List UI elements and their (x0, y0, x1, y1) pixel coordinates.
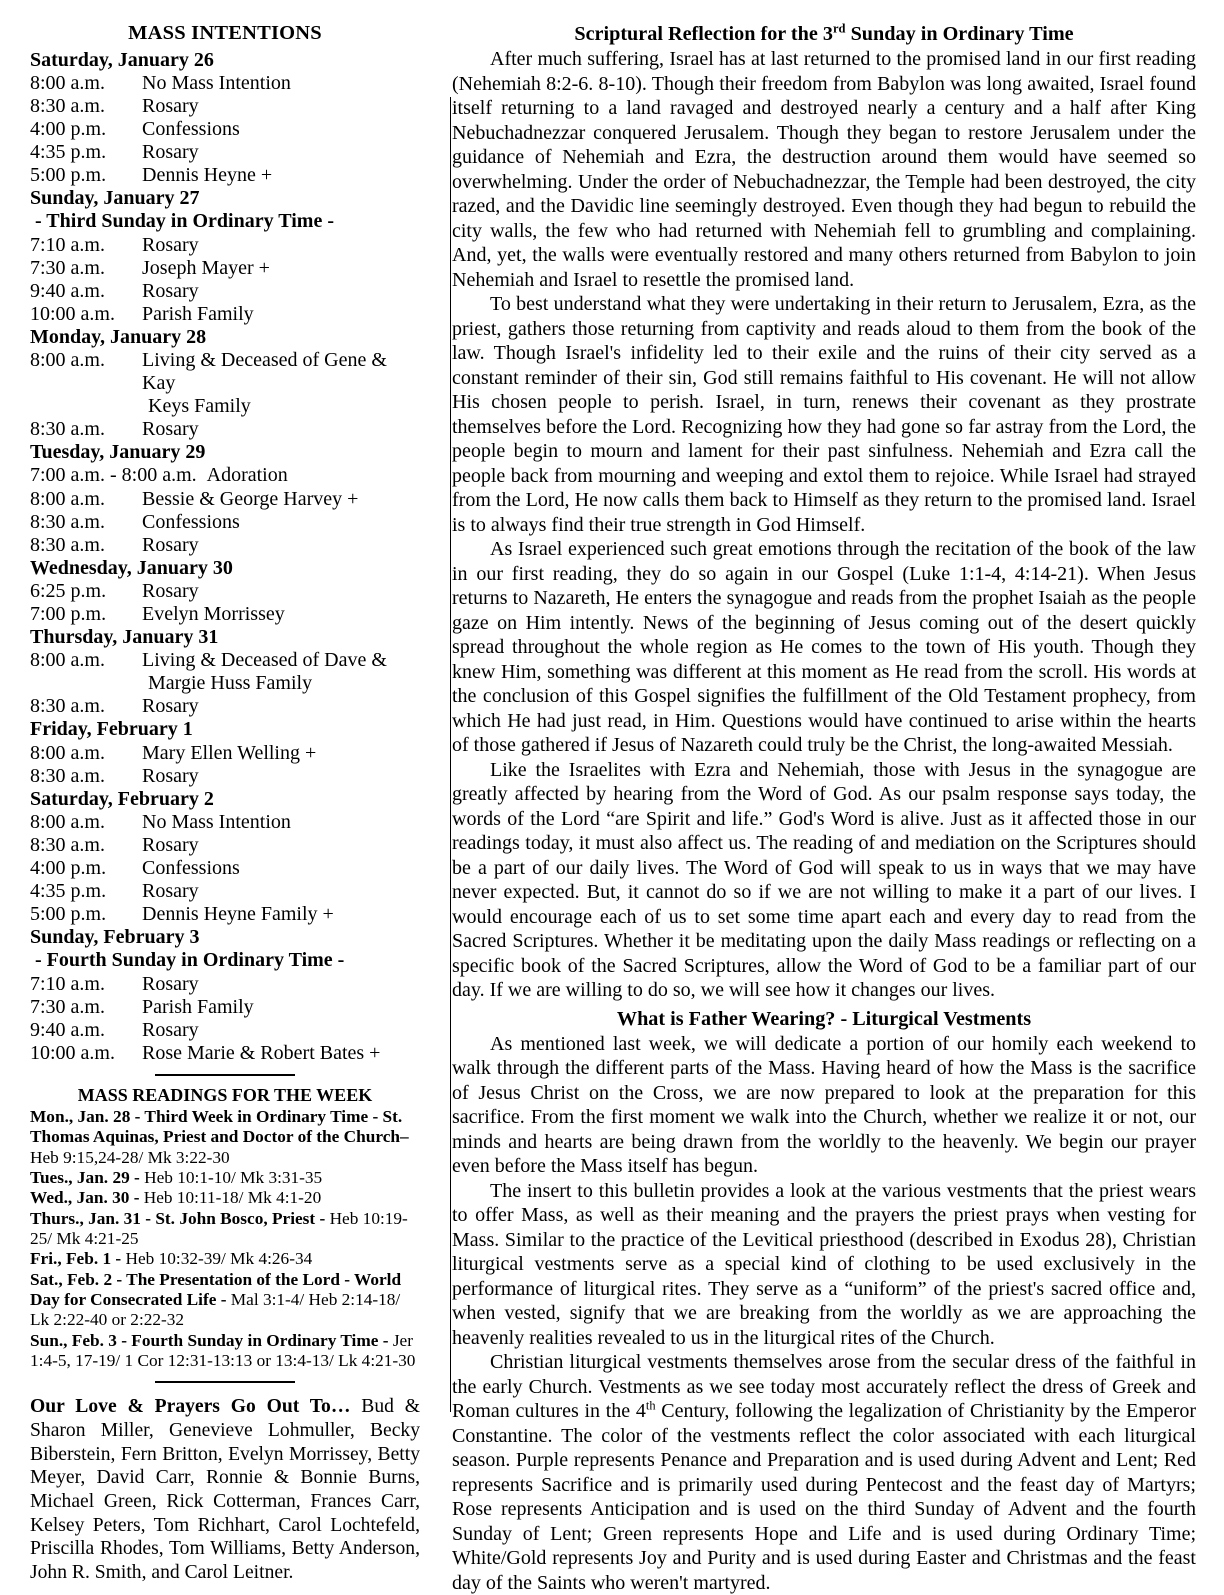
mass-day-heading: Friday, February 1 (30, 718, 193, 741)
mass-reading-citation: Jer 1:4-5, 17-19/ 1 Cor 12:31-13:13 or 13:4-13/ Lk 4:21-30 (30, 1330, 416, 1370)
mass-time: 4:00 p.m. (30, 118, 117, 141)
vestments-paragraph: As mentioned last week, we will dedicate a portion of our homily each weekend to walk through the different parts of the Mass. Having heard of how the Mass is the sacrifice of Jesus Christ on the Cross, we are now prepared to look at the preparation for this sacrifice. From the first moment we walk into the Church, whether we realize it or not, our minds and hearts are being drawn from the worldly to the heavenly. We begin our prayer even before the Mass itself has begun. (452, 1032, 1196, 1178)
mass-intention: Bessie & George Harvey + (142, 487, 359, 510)
mass-intention: Parish Family (142, 995, 254, 1018)
mass-intention: Mary Ellen Welling + (142, 741, 317, 764)
vestments-paragraph: The insert to this bulletin provides a look at the various vestments that the priest wears to offer Mass, as well as their meaning and the prayers the priest prays when vesting for Mass. Similar to the practice of the Levitical priesthood (described in Exodus 28), Christian liturgical vestments serve as a special kind of clothing to be used exclusively in the performance of liturgical rites. They serve as a “uniform” of the priest's sacred office and, when vested, signify that we are breaking from the worldly as we are approaching the heavenly realities revealed to us in the liturgical rites of the Church. (452, 1179, 1196, 1349)
mass-intention: Rosary (142, 695, 199, 718)
mass-intention: Rose Marie & Robert Bates + (142, 1041, 381, 1064)
mass-time: 8:00 a.m. (30, 741, 115, 764)
mass-intention: Rosary (142, 279, 199, 302)
prayer-list-names: Bud & Sharon Miller, Genevieve Lohmuller, Becky Biberstein, Fern Britton, Evelyn Morrissey, Betty Meyer, David Carr, Ronnie & Bonnie Burns, Michael Green, Rick Cotterman, Frances Carr, Kelsey Peters, Tom Richhart, Carol Lochtefeld, Priscilla Rhodes, Tom Williams, Betty Anderson, John R. Smith, and Carol Leitner. (30, 1396, 421, 1584)
mass-intention: Dennis Heyne Family + (142, 903, 334, 926)
mass-schedule-row (30, 880, 420, 903)
mass-schedule-row (30, 164, 420, 187)
section-divider-rule-2 (155, 1381, 295, 1383)
mass-time: 5:00 p.m. (30, 164, 117, 187)
mass-intention: Confessions (142, 510, 240, 533)
mass-time: 7:10 a.m. (30, 233, 115, 256)
mass-time: 8:00 a.m. (30, 71, 115, 94)
mass-schedule-row (30, 488, 420, 511)
mass-schedule-row (30, 280, 420, 303)
mass-reading-label: Sat., Feb. 2 - The Presentation of the Lord - World Day for Consecrated Life - (30, 1269, 402, 1309)
mass-reading-item (30, 1270, 420, 1331)
mass-time: 7:30 a.m. (30, 256, 115, 279)
mass-intentions-heading: MASS INTENTIONS (128, 22, 322, 44)
vestments-final-paragraph (452, 1350, 1196, 1595)
mass-day-heading: Thursday, January 31 (30, 626, 219, 649)
mass-schedule-row (30, 418, 420, 441)
mass-intention: Rosary (142, 764, 199, 787)
mass-reading-label: Sun., Feb. 3 - Fourth Sunday in Ordinary Time - (30, 1330, 393, 1350)
mass-schedule-row (30, 534, 420, 557)
mass-day-heading: Tuesday, January 29 (30, 441, 206, 464)
mass-intention: Confessions (142, 857, 240, 880)
mass-schedule-row (30, 511, 420, 534)
mass-reading-label: Mon., Jan. 28 - Third Week in Ordinary Time - St. Thomas Aquinas, Priest and Doctor of the Church– (30, 1107, 409, 1147)
reflection-paragraph: As Israel experienced such great emotions through the recitation of the book of the law in our first reading, they do so again in our Gospel (Luke 1:1-4, 4:14-21). When Jesus returns to Nazareth, He enters the synagogue and reads from the prophet Isaiah as the people gaze on Him intently. News of the beginning of Jesus coming out of the desert quickly spread throughout the whole region as He comes to the town of His youth. Though they knew Him, something was different at this moment as He read from the scroll. His words at the conclusion of this Gospel signifies the fulfillment of the Old Testament prophecy, from which He had just read, in Him. Questions would have continued to arise within the hearts of those gathered if Jesus of Nazareth could truly be the Christ, the long-awaited Messiah. (452, 538, 1196, 757)
mass-schedule-row (30, 141, 420, 164)
mass-schedule-row (30, 95, 420, 118)
left-column (30, 22, 430, 1585)
mass-schedule-row (30, 1019, 420, 1042)
mass-schedule-row (30, 903, 420, 926)
mass-intention: Rosary (142, 833, 199, 856)
mass-time: 6:25 p.m. (30, 579, 117, 602)
mass-intention: Rosary (142, 418, 199, 441)
mass-schedule-row (30, 996, 420, 1019)
mass-time: 8:30 a.m. (30, 94, 115, 117)
reflection-paragraph: After much suffering, Israel has at last returned to the promised land in our first reading (Nehemiah 8:2-6. 8-10). Though their freedom from Babylon was long awaited, Israel found itself returning to a land ravaged and destroyed nearly a century and a half after King Nebuchadnezzar conquered Jerusalem. Though they began to restore Jerusalem under the guidance of Nehemiah and Ezra, the destruction around them would have seemed so overwhelming. Under the order of Nebuchadnezzar, the Temple had been destroyed, the city razed, and the Davidic line seemingly destroyed. Even though they had begun to rebuild the city walls, the few who had returned with Nehemiah fell to grumbling and complaining. And, yet, the walls were eventually restored and many others returned from Babylon to join Nehemiah and Israel to resettle the promised land. (452, 48, 1196, 291)
mass-schedule-row (30, 464, 420, 487)
mass-time: 7:10 a.m. (30, 972, 115, 995)
mass-schedule-row (30, 580, 420, 603)
column-divider (450, 97, 451, 1412)
two-column-layout (30, 21, 1196, 1594)
mass-time: 4:35 p.m. (30, 880, 117, 903)
vestments-final-after: Century, following the legalization of Christianity by the Emperor Constantine. The color of the vestments reflect the color associated with each liturgical season. Purple represents Penance and Preparation and is used during Advent and Lent; Red represents Sacrifice and is primarily used during Pentecost and the feast day of Martyrs; Rose represents Anticipation and is used on the third Sunday of Advent and the fourth Sunday of Lent; Green represents Hope and Life and is used during Ordinary Time; White/Gold represents Joy and Purity and is used during Easter and Christmas and the feast day of the Saints who weren't martyred. (452, 1400, 1196, 1594)
mass-time: 8:30 a.m. (30, 695, 115, 718)
mass-time: 8:00 a.m. (30, 348, 115, 371)
mass-reading-citation: Heb 10:1-10/ Mk 3:31-35 (144, 1168, 323, 1188)
prayer-list (30, 1395, 420, 1585)
mass-schedule-row (30, 303, 420, 326)
mass-reading-citation: Heb 10:11-18/ Mk 4:1-20 (143, 1188, 322, 1208)
mass-time: 8:30 a.m. (30, 533, 115, 556)
mass-time: 8:30 a.m. (30, 510, 115, 533)
mass-day-heading: Monday, January 28 (30, 325, 207, 348)
mass-day-subtitle: - Fourth Sunday in Ordinary Time - (30, 949, 345, 972)
mass-time: 8:30 a.m. (30, 764, 115, 787)
mass-intention: Parish Family (142, 302, 254, 325)
mass-reading-citation: Heb 9:15,24-28/ Mk 3:22-30 (30, 1147, 230, 1167)
mass-schedule-row (30, 72, 420, 95)
mass-intention: Rosary (142, 233, 199, 256)
mass-time: 4:35 p.m. (30, 141, 117, 164)
mass-readings-heading: MASS READINGS FOR THE WEEK (77, 1084, 373, 1105)
mass-intention: Confessions (142, 118, 240, 141)
mass-intention: Rosary (142, 1018, 199, 1041)
mass-reading-item (30, 1249, 420, 1269)
mass-time: 8:30 a.m. (30, 418, 115, 441)
mass-day-heading: Saturday, January 26 (30, 48, 214, 71)
mass-day-subtitle: - Third Sunday in Ordinary Time - (30, 210, 334, 233)
mass-schedule-row (30, 765, 420, 788)
mass-schedule-row (30, 649, 420, 672)
mass-intention: Rosary (142, 972, 199, 995)
mass-time: 7:30 a.m. (30, 995, 115, 1018)
mass-intention: Adoration (206, 464, 288, 487)
mass-schedule-row (30, 1042, 420, 1065)
mass-reading-citation: Mal 3:1-4/ Heb 2:14-18/ Lk 2:22-40 or 2:22-32 (30, 1289, 401, 1330)
mass-time: 8:00 a.m. (30, 810, 115, 833)
mass-time: 10:00 a.m. (30, 302, 125, 325)
reflection-paragraph: Like the Israelites with Ezra and Nehemiah, those with Jesus in the synagogue are greatly affected by hearing from the Word of God. As our psalm response says today, the words of the Lord “are Spirit and life.” God's Word is alive. Just as it affected those in our readings today, it must also affect us. The reading of and mediation on the Scriptures should be a part of our daily lives. The Word of God will speak to us in ways that we may have never expected. But, it cannot do so if we are not willing to make it a part of our lives. I would encourage each of us to set some time apart each and every day to read from the Sacred Scriptures. Whether it be meditating upon the daily Mass readings or reflecting on a specific book of the Sacred Scriptures, allow the Word of God to be a familiar part of our day. If we are willing to do so, we will see how it changes our lives. (452, 758, 1196, 1002)
mass-reading-item (30, 1168, 420, 1188)
mass-time: 9:40 a.m. (30, 279, 115, 302)
mass-intention: Rosary (142, 141, 199, 164)
mass-schedule-row (30, 973, 420, 996)
prayer-list-lead: Our Love & Prayers Go Out To… (30, 1396, 351, 1418)
mass-reading-citation: Heb 10:32-39/ Mk 4:26-34 (125, 1249, 313, 1269)
mass-schedule-row (30, 834, 420, 857)
mass-reading-item (30, 1209, 420, 1250)
mass-day-heading: Wednesday, January 30 (30, 556, 233, 579)
mass-reading-item (30, 1107, 420, 1168)
mass-intention: Dennis Heyne + (142, 164, 273, 187)
mass-intentions-list (30, 49, 420, 1065)
mass-time: 7:00 p.m. (30, 603, 117, 626)
mass-time: 8:30 a.m. (30, 833, 115, 856)
reflection-title-before: Scriptural Reflection for the 3 (574, 23, 833, 45)
mass-reading-label: Thurs., Jan. 31 - St. John Bosco, Priest - (30, 1208, 330, 1228)
reflection-paragraph: To best understand what they were undertaking in their return to Jerusalem, Ezra, as the priest, gathers those returning from captivity and reads aloud to them from the book of the law. Though Israel's infidelity led to their exile and the ruins of their city served as a constant reminder of their sin, God still remains faithful to His covenant. He will not allow His chosen people to perish. Israel, in turn, renews their covenant as they prostrate themselves before the Lord. Recognizing how they had gone so far astray from the Lord, the people begin to mourn and lament for their past sinfulness. Nehemiah and Ezra call the people back from mourning and weeping and extol them to rejoice. While Israel had strayed from the Lord, He now calls them back to Himself as they return to the promised land. Israel is to always find their true strength in God Himself. (452, 293, 1196, 536)
mass-reading-citation: Heb 10:19-25/ Mk 4:21-25 (30, 1208, 408, 1248)
mass-time: 9:40 a.m. (30, 1018, 115, 1041)
mass-intention: Living & Deceased of Gene & Kay (142, 348, 387, 395)
mass-schedule-row (30, 603, 420, 626)
reflection-title-ordinal: rd (833, 21, 846, 36)
right-column (430, 22, 1196, 1595)
mass-schedule-row (30, 811, 420, 834)
mass-schedule-row (30, 234, 420, 257)
mass-reading-item (30, 1188, 420, 1208)
mass-schedule-row (30, 349, 420, 395)
mass-intention-continuation: Margie Huss Family (148, 672, 313, 695)
reflection-title-after: Sunday in Ordinary Time (845, 23, 1074, 45)
mass-reading-label: Wed., Jan. 30 - (30, 1188, 144, 1208)
vestments-body (452, 1032, 1196, 1351)
mass-schedule-row (30, 695, 420, 718)
mass-intention: Rosary (142, 533, 199, 556)
mass-intention: Rosary (142, 94, 199, 117)
reflection-title (452, 22, 1196, 46)
mass-intention: No Mass Intention (142, 71, 291, 94)
mass-schedule-row (30, 857, 420, 880)
mass-time: 8:00 a.m. (30, 649, 115, 672)
mass-intention: Living & Deceased of Dave & (142, 649, 387, 672)
mass-time: 7:00 a.m. - 8:00 a.m. (30, 464, 207, 487)
mass-intention-continuation: Keys Family (148, 395, 251, 418)
mass-time: 10:00 a.m. (30, 1041, 125, 1064)
mass-reading-item (30, 1331, 420, 1372)
mass-readings-list (30, 1107, 420, 1371)
mass-time: 8:00 a.m. (30, 487, 115, 510)
mass-intention: Rosary (142, 880, 199, 903)
section-divider-rule (155, 1074, 295, 1076)
mass-intention: Evelyn Morrissey (142, 603, 285, 626)
mass-time: 5:00 p.m. (30, 903, 117, 926)
vestments-final-before: Christian liturgical vestments themselves arose from the secular dress of the faithful in the early Church. Vestments as we see today most accurately reflect the dress of Greek and Roman cultures in the 4 (452, 1351, 1196, 1423)
vestments-final-ordinal: th (645, 1398, 656, 1413)
mass-day-heading: Saturday, February 2 (30, 787, 214, 810)
mass-day-heading: Sunday, February 3 (30, 926, 200, 949)
mass-schedule-row (30, 742, 420, 765)
mass-schedule-row (30, 118, 420, 141)
mass-reading-label: Tues., Jan. 29 - (30, 1168, 145, 1188)
vestments-title: What is Father Wearing? - Liturgical Vestments (616, 1007, 1032, 1030)
mass-reading-label: Fri., Feb. 1 - (30, 1249, 126, 1269)
mass-intention: Rosary (142, 579, 199, 602)
mass-day-heading: Sunday, January 27 (30, 187, 200, 210)
mass-intention: Joseph Mayer + (142, 256, 270, 279)
mass-time: 4:00 p.m. (30, 857, 117, 880)
mass-intention: No Mass Intention (142, 810, 291, 833)
reflection-body (452, 47, 1196, 1003)
mass-schedule-row (30, 257, 420, 280)
